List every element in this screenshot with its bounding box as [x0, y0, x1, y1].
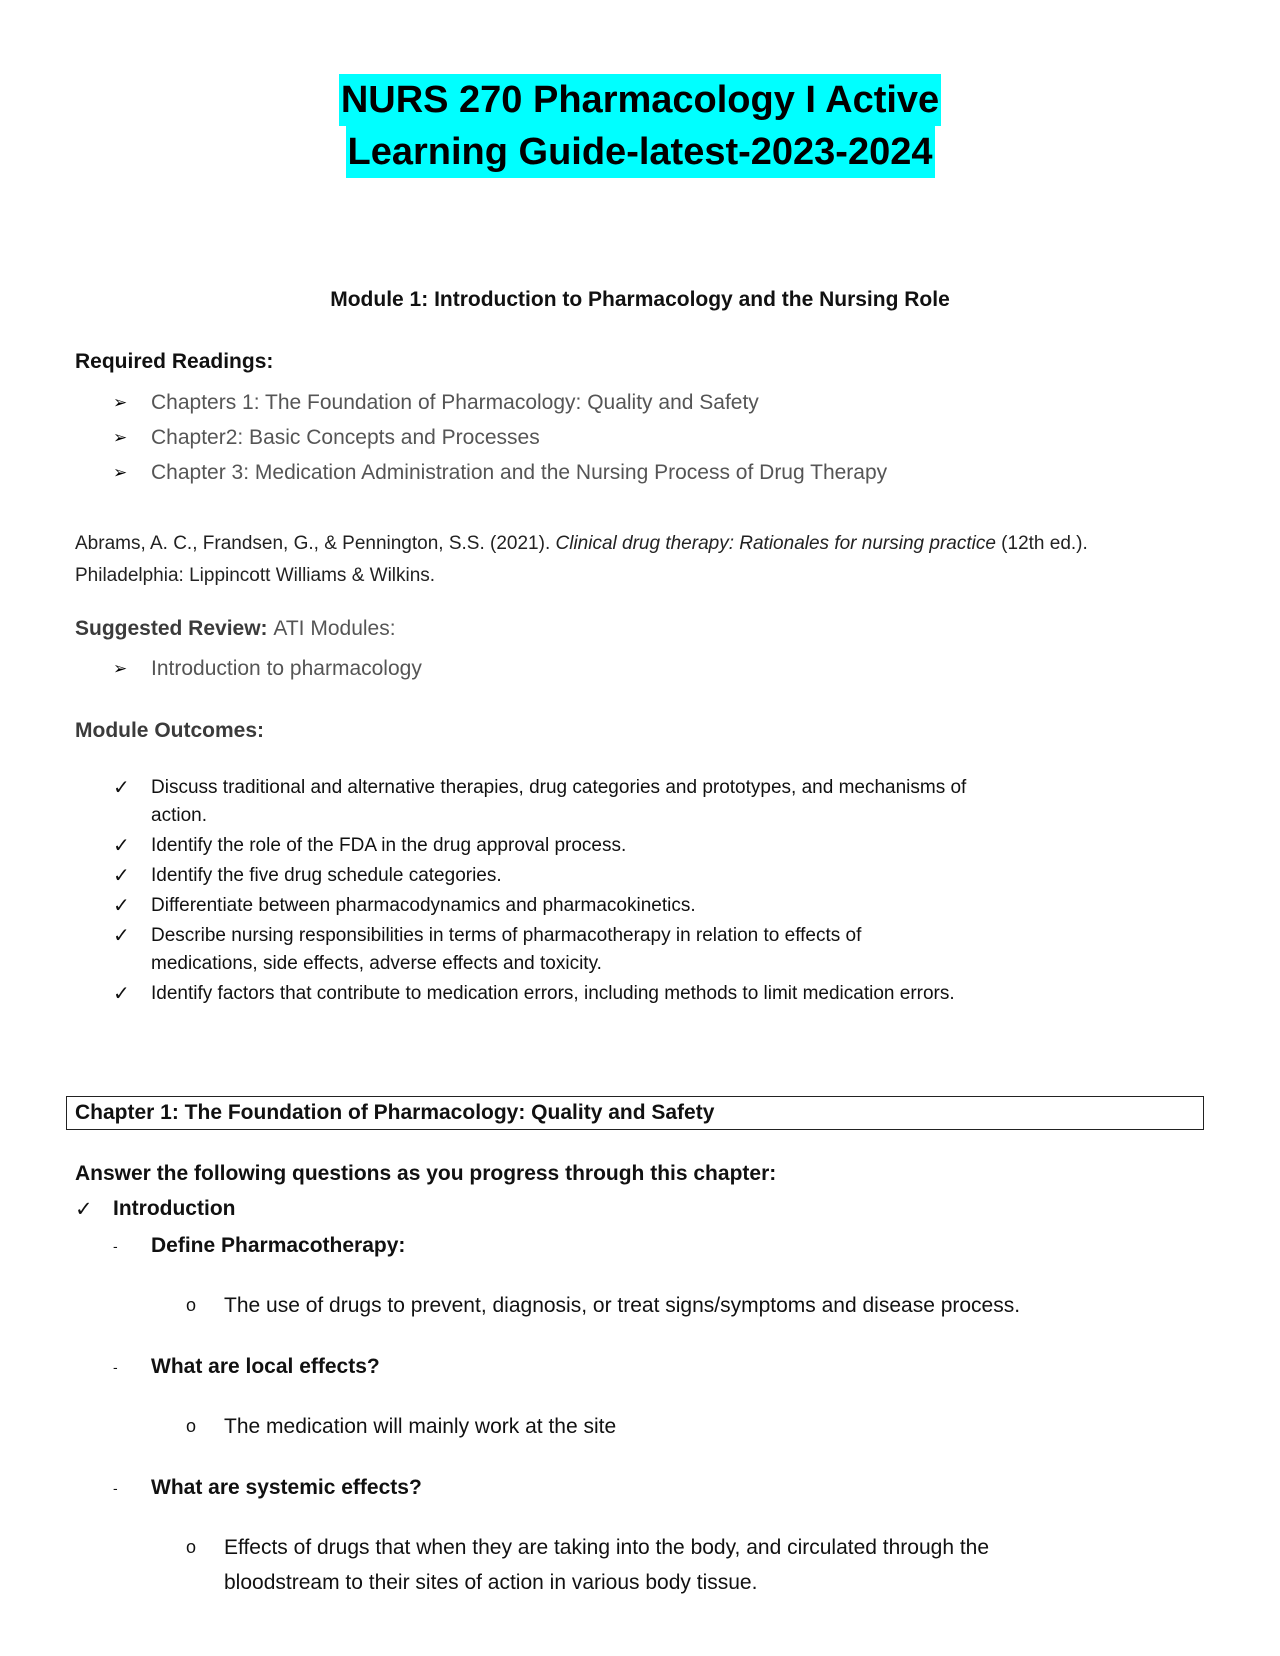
- check-icon: ✓: [113, 835, 130, 857]
- answer: [186, 1409, 1084, 1444]
- required-readings-list: [113, 385, 887, 490]
- check-icon: ✓: [113, 777, 130, 799]
- list-item: [113, 651, 422, 686]
- citation-authors: Abrams, A. C., Frandsen, G., & Pennington, S.S. (2021).: [75, 533, 556, 554]
- answer-text: The use of drugs to prevent, diagnosis, or treat signs/symptoms and disease process.: [224, 1294, 1021, 1317]
- outcome-text: Identify the five drug schedule categories.: [151, 865, 502, 886]
- reading-item: Chapter 3: Medication Administration and the Nursing Process of Drug Therapy: [151, 460, 888, 484]
- suggested-review-label: Suggested Review:: [75, 617, 268, 640]
- title-line-2: Learning Guide-latest-2023-2024: [346, 126, 935, 178]
- dash-bullet-icon: -: [113, 1359, 118, 1375]
- answer: [186, 1288, 1084, 1323]
- introduction-section-label: [75, 1197, 235, 1222]
- dash-bullet-icon: -: [113, 1480, 118, 1496]
- suggested-review-sub: ATI Modules:: [273, 617, 396, 640]
- outcome-text: Discuss traditional and alternative therapies, drug categories and prototypes, and mechanisms of action.: [151, 777, 967, 826]
- citation-book-title: Clinical drug therapy: Rationales for nursing practice: [555, 533, 996, 554]
- module-outcomes-list: [113, 774, 973, 1010]
- arrow-bullet-icon: ➢: [113, 427, 128, 447]
- reading-item: Chapters 1: The Foundation of Pharmacology: Quality and Safety: [151, 390, 759, 414]
- citation-publisher: Philadelphia: Lippincott Williams & Wilkins.: [75, 565, 436, 586]
- list-item: [113, 455, 887, 490]
- answer-instructions: Answer the following questions as you progress through this chapter:: [75, 1162, 777, 1185]
- question: [113, 1476, 422, 1500]
- check-icon: ✓: [113, 925, 130, 947]
- arrow-bullet-icon: ➢: [113, 658, 128, 678]
- required-readings-heading: Required Readings:: [75, 350, 274, 373]
- circle-bullet-icon: o: [186, 1537, 197, 1557]
- list-item: [113, 385, 887, 420]
- check-icon: ✓: [113, 865, 130, 887]
- check-icon: ✓: [113, 983, 130, 1005]
- citation: [75, 528, 1215, 592]
- outcome-text: Identify the role of the FDA in the drug approval process.: [151, 835, 627, 856]
- answer-text: The medication will mainly work at the site: [224, 1415, 617, 1438]
- list-item: [113, 420, 887, 455]
- list-item: [113, 892, 973, 920]
- suggested-review-list: [113, 651, 422, 686]
- document-title: [0, 74, 1280, 178]
- check-icon: ✓: [75, 1198, 93, 1221]
- dash-bullet-icon: -: [113, 1238, 118, 1254]
- arrow-bullet-icon: ➢: [113, 392, 128, 412]
- list-item: [113, 774, 973, 830]
- suggested-review-heading: [75, 617, 396, 641]
- title-line-1: NURS 270 Pharmacology I Active: [339, 74, 941, 126]
- question-text: What are local effects?: [151, 1355, 380, 1378]
- outcome-text: Describe nursing responsibilities in terms of pharmacotherapy in relation to effects of medications, side effects, adverse effects and toxicity.: [151, 925, 862, 974]
- citation-edition: (12th ed.).: [995, 533, 1088, 554]
- question-text: Define Pharmacotherapy:: [151, 1234, 406, 1257]
- list-item: [113, 922, 973, 978]
- list-item: [113, 832, 973, 860]
- question: [113, 1234, 405, 1258]
- chapter-heading-box: Chapter 1: The Foundation of Pharmacology: Quality and Safety: [66, 1096, 1204, 1130]
- list-item: [113, 862, 973, 890]
- list-item: [113, 980, 973, 1008]
- answer: [186, 1530, 1084, 1600]
- module-outcomes-heading: Module Outcomes:: [75, 719, 265, 742]
- introduction-label: Introduction: [113, 1197, 236, 1220]
- outcome-text: Identify factors that contribute to medication errors, including methods to limit medication errors.: [151, 983, 955, 1004]
- check-icon: ✓: [113, 895, 130, 917]
- answer-text: Effects of drugs that when they are taking into the body, and circulated through the bloodstream to their sites of action in various body tissue.: [224, 1536, 990, 1594]
- module-title: Module 1: Introduction to Pharmacology and the Nursing Role: [330, 288, 950, 311]
- circle-bullet-icon: o: [186, 1416, 197, 1436]
- review-item: Introduction to pharmacology: [151, 656, 422, 680]
- question: [113, 1355, 380, 1379]
- question-text: What are systemic effects?: [151, 1476, 422, 1499]
- circle-bullet-icon: o: [186, 1295, 197, 1315]
- reading-item: Chapter2: Basic Concepts and Processes: [151, 425, 540, 449]
- arrow-bullet-icon: ➢: [113, 462, 128, 482]
- outcome-text: Differentiate between pharmacodynamics and pharmacokinetics.: [151, 895, 696, 916]
